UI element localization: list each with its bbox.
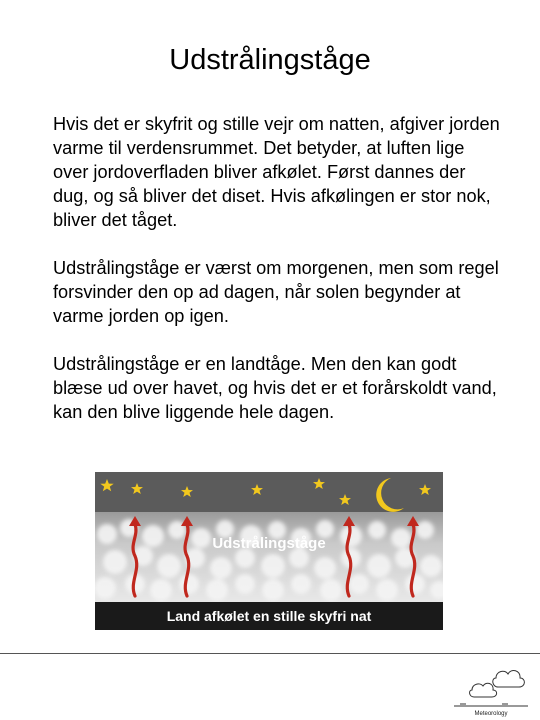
fog-label: Udstrålingståge bbox=[212, 535, 326, 552]
paragraph-1: Hvis det er skyfrit og stille vejr om natten, afgiver jorden varme til verdensrummet. Det betyder, at luften lige over jordoverfladen bliver afkølet. Først dannes der dug, og så bliver det diset. Hvis afkølingen er stor nok, bliver det tåget. bbox=[53, 114, 500, 230]
paragraph-3: Udstrålingståge er en landtåge. Men den kan godt blæse ud over havet, og hvis det er et forårskoldt vand, kan den blive liggende hele dagen. bbox=[53, 354, 497, 422]
cloud-icon bbox=[470, 683, 497, 697]
radiation-fog-illustration bbox=[95, 472, 443, 630]
footer-divider bbox=[0, 653, 540, 654]
ground-label: Land afkølet en stille skyfri nat bbox=[166, 608, 372, 624]
meteorology-logo bbox=[452, 660, 530, 718]
page-title: Udstrålingståge bbox=[169, 44, 371, 76]
cloud-icon bbox=[493, 671, 525, 687]
logo-text: Meteorology bbox=[474, 711, 508, 717]
paragraph-2: Udstrålingståge er værst om morgenen, men som regel forsvinder den op ad dagen, når solen begynder at varme jorden op igen. bbox=[53, 258, 499, 326]
